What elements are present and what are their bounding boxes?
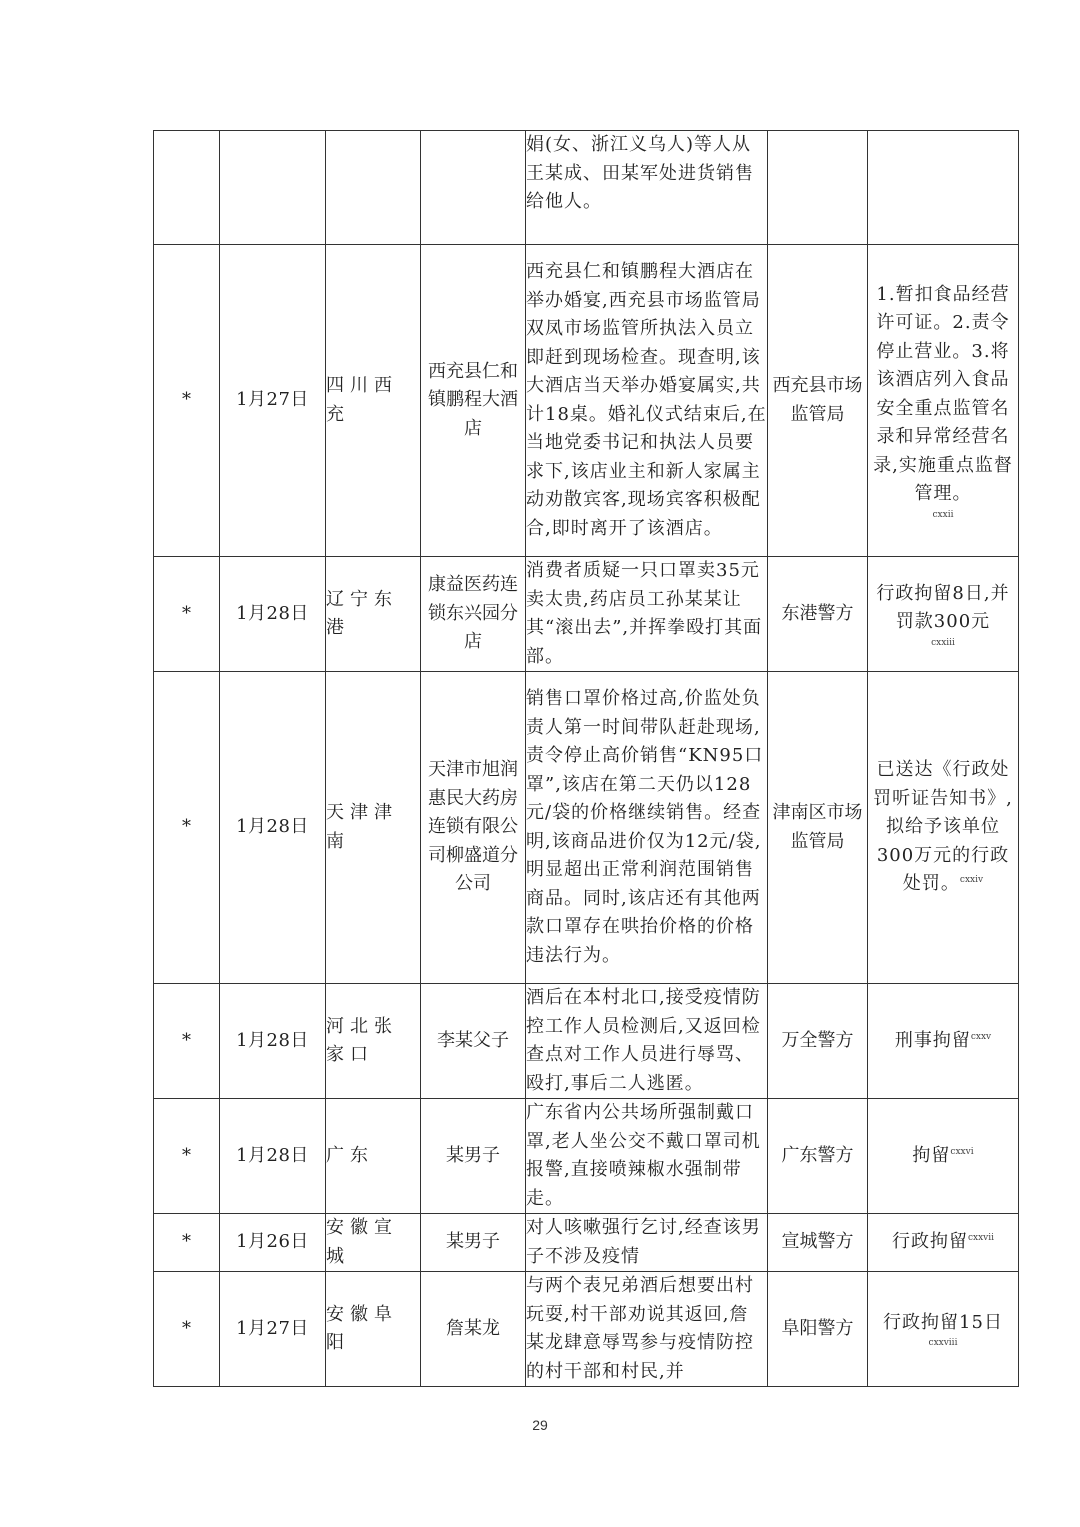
result-cell xyxy=(868,1272,1019,1387)
subject-cell: 天津市旭润惠民大药房连锁有限公司柳盛道分公司 xyxy=(421,672,526,984)
mark-cell: * xyxy=(154,245,220,557)
table-row xyxy=(154,131,1019,245)
agency-cell xyxy=(768,131,868,245)
result-text: 行政拘留15日 xyxy=(883,1311,1003,1333)
mark-cell: * xyxy=(154,672,220,984)
table-row xyxy=(154,1099,1019,1214)
description-cell: 西充县仁和镇鹏程大酒店在举办婚宴,西充县市场监管局双凤市场监管所执法入员立即赶到现场检查。现查明,该大酒店当天举办婚宴属实,共计18桌。婚礼仪式结束后,在当地党委书记和执法人员要求下,该店业主和新人家属主动劝散宾客,现场宾客积极配合,即时离开了该酒店。 xyxy=(526,245,768,557)
mark-cell: * xyxy=(154,1099,220,1214)
mark-cell: * xyxy=(154,1272,220,1387)
date-cell: 1月26日 xyxy=(220,1214,326,1272)
description-cell: 娟(女、浙江义乌人)等人从王某成、田某军处进货销售给他人。 xyxy=(526,131,768,245)
subject-cell: 李某父子 xyxy=(421,984,526,1099)
subject-cell: 詹某龙 xyxy=(421,1272,526,1387)
result-cell xyxy=(868,672,1019,984)
incident-table xyxy=(153,130,1019,1387)
date-cell: 1月28日 xyxy=(220,672,326,984)
mark-cell: * xyxy=(154,557,220,672)
agency-cell: 广东警方 xyxy=(768,1099,868,1214)
result-text: 1.暂扣食品经营许可证。2.责令停止营业。3.将该酒店列入食品安全重点监管名录和异常经营名录,实施重点监督管理。 xyxy=(873,283,1013,504)
footnote-marker: cxxviii xyxy=(928,1338,958,1349)
result-text: 行政拘留 xyxy=(891,1231,968,1253)
mark-cell: * xyxy=(154,1214,220,1272)
mark-cell: * xyxy=(154,984,220,1099)
description-cell: 销售口罩价格过高,价监处负责人第一时间带队赶赴现场,责令停止高价销售“KN95口罩”,该店在第二天仍以128元/袋的价格继续销售。经查明,该商品进价仅为12元/袋,明显超出正常利润范围销售商品。同时,该店还有其他两款口罩存在哄抬价格的价格违法行为。 xyxy=(526,672,768,984)
result-text: 拘留 xyxy=(912,1144,951,1166)
description-cell: 广东省内公共场所强制戴口罩,老人坐公交不戴口罩司机报警,直接喷辣椒水强制带走。 xyxy=(526,1099,768,1214)
result-text: 行政拘留8日,并罚款300元 xyxy=(876,582,1010,632)
result-cell xyxy=(868,131,1019,245)
description-cell: 对人咳嗽强行乞讨,经查该男子不涉及疫情 xyxy=(526,1214,768,1272)
date-cell: 1月27日 xyxy=(220,1272,326,1387)
region-cell: 辽宁东港 xyxy=(326,557,421,672)
agency-cell: 万全警方 xyxy=(768,984,868,1099)
footnote-marker: cxxiv xyxy=(959,875,984,886)
result-cell xyxy=(868,1214,1019,1272)
region-cell: 安徽宣城 xyxy=(326,1214,421,1272)
agency-cell: 西充县市场监管局 xyxy=(768,245,868,557)
result-cell xyxy=(868,1099,1019,1214)
table-row xyxy=(154,557,1019,672)
agency-cell: 阜阳警方 xyxy=(768,1272,868,1387)
region-cell: 安徽阜阳 xyxy=(326,1272,421,1387)
agency-cell: 津南区市场监管局 xyxy=(768,672,868,984)
date-cell: 1月28日 xyxy=(220,1099,326,1214)
description-cell: 酒后在本村北口,接受疫情防控工作人员检测后,又返回检查点对工作人员进行辱骂、殴打,事后二人逃匿。 xyxy=(526,984,768,1099)
subject-cell xyxy=(421,131,526,245)
footnote-marker: cxxiii xyxy=(931,637,955,648)
date-cell xyxy=(220,131,326,245)
table-row xyxy=(154,672,1019,984)
date-cell: 1月27日 xyxy=(220,245,326,557)
table-row xyxy=(154,984,1019,1099)
description-cell: 消费者质疑一只口罩卖35元卖太贵,药店员工孙某某让其“滚出去”,并挥拳殴打其面部。 xyxy=(526,557,768,672)
footnote-marker: cxxvii xyxy=(967,1233,995,1244)
result-cell xyxy=(868,984,1019,1099)
region-cell: 河北张家口 xyxy=(326,984,421,1099)
region-cell xyxy=(326,131,421,245)
subject-cell: 康益医药连锁东兴园分店 xyxy=(421,557,526,672)
result-text: 已送达《行政处罚听证告知书》,拟给予该单位300万元的行政处罚。 xyxy=(873,759,1013,895)
description-cell: 与两个表兄弟酒后想要出村玩耍,村干部劝说其返回,詹某龙肆意辱骂参与疫情防控的村干部和村民,并 xyxy=(526,1272,768,1387)
agency-cell: 东港警方 xyxy=(768,557,868,672)
mark-cell xyxy=(154,131,220,245)
footnote-marker: cxxvi xyxy=(950,1146,974,1157)
date-cell: 1月28日 xyxy=(220,984,326,1099)
date-cell: 1月28日 xyxy=(220,557,326,672)
result-cell xyxy=(868,557,1019,672)
region-cell: 四川西充 xyxy=(326,245,421,557)
page-number: 29 xyxy=(532,1417,548,1433)
table-row xyxy=(154,245,1019,557)
table-row xyxy=(154,1214,1019,1272)
subject-cell: 某男子 xyxy=(421,1214,526,1272)
agency-cell: 宣城警方 xyxy=(768,1214,868,1272)
region-cell: 天津津南 xyxy=(326,672,421,984)
result-text: 刑事拘留 xyxy=(894,1029,971,1051)
region-cell: 广东 xyxy=(326,1099,421,1214)
subject-cell: 西充县仁和镇鹏程大酒店 xyxy=(421,245,526,557)
table-row xyxy=(154,1272,1019,1387)
footnote-marker: cxxii xyxy=(932,509,954,520)
subject-cell: 某男子 xyxy=(421,1099,526,1214)
footnote-marker: cxxv xyxy=(970,1031,992,1042)
result-cell xyxy=(868,245,1019,557)
